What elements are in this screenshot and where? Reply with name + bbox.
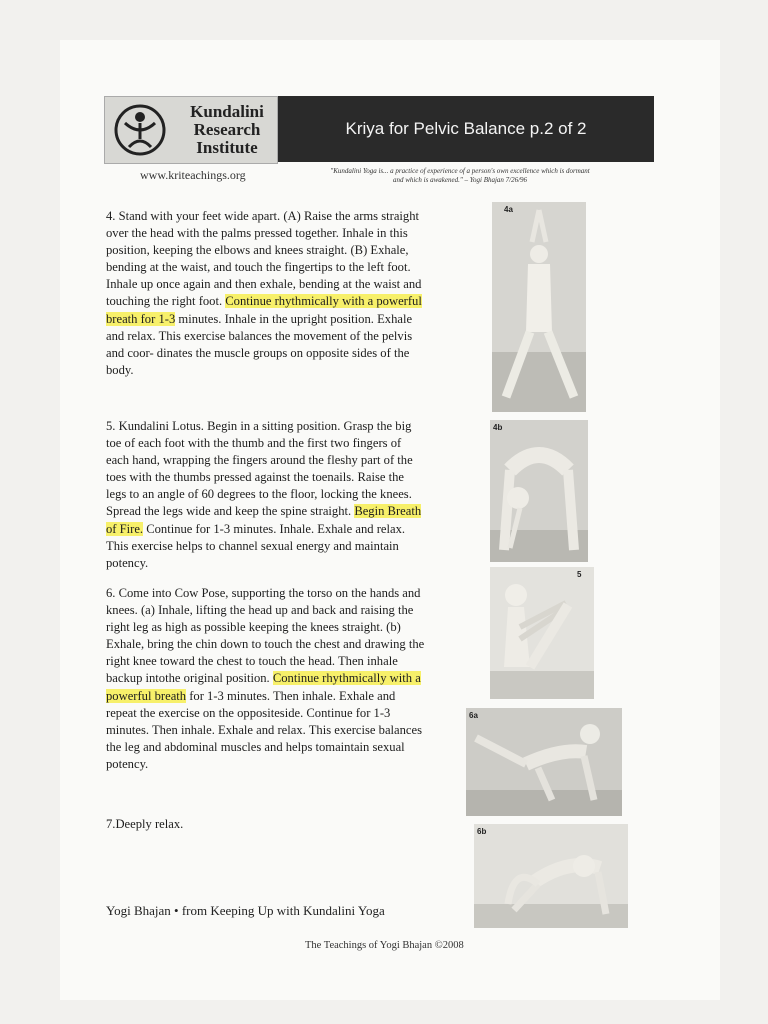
website-url: www.kriteachings.org — [140, 168, 246, 182]
logo-line-1: Kundalini — [190, 102, 264, 121]
step-4-text: 4. Stand with your feet wide apart. (A) Raise the arms straight over the head with the palms pressed together. Inhale in this position, keeping the elbows and knees straight. (B) Exhale, bending at the waist, and touch the fingertips to the left foot. Inhale up once again and then exhale, bending at the waist and touching the right foot. — [106, 209, 422, 309]
step-5 — [106, 418, 426, 572]
kri-emblem-icon — [113, 103, 167, 157]
step-5-text-end: Continue for 1-3 minutes. Inhale. Exhale and relax. This exercise helps to channel sexual energy and maintain potency. — [106, 521, 406, 570]
copyright-notice: The Teachings of Yogi Bhajan ©2008 — [305, 940, 464, 951]
step-6-highlight: Continue rhythmically with a powerful breath — [106, 671, 421, 703]
step-7 — [106, 816, 426, 833]
step-6 — [106, 585, 426, 773]
yogi-bhajan-quote: "Kundalini Yoga is... a practice of experience of a person's own excellence which is dormant and which is awakened." – Yogi Bhajan 7/26/96 — [330, 167, 590, 184]
kri-logo-text — [177, 103, 277, 157]
logo-line-2: Research — [193, 120, 261, 139]
photo-label-4b: 4b — [493, 423, 503, 432]
logo-line-3: Institute — [196, 138, 258, 157]
photo-5 — [490, 567, 594, 699]
step-7-text: 7.Deeply relax. — [106, 817, 184, 831]
photo-label-5: 5 — [577, 570, 582, 579]
photo-label-6a: 6a — [469, 711, 478, 720]
step-6-text-end: for 1-3 minutes. Then inhale. Exhale and repeat the exercise on the oppositeside. Continue for 1-3 minutes. Then inhale. Exhale and relax. This exercise balances the leg and abdominal muscles and helps tomaintain sexual potency. — [106, 688, 423, 771]
step-4 — [106, 208, 426, 379]
photo-label-6b: 6b — [477, 827, 487, 836]
photo-4b — [490, 420, 588, 562]
step-6-text: 6. Come into Cow Pose, supporting the torso on the hands and knees. (a) Inhale, lifting the head up and back and raising the right leg as high as possible keeping the knees straight. (b) Exhale, bring the chin down to touch the chest and drawing the right knee toward the chest to touch the head. Then inhale backup intothe original position. — [106, 586, 425, 686]
photo-6a — [466, 708, 622, 816]
photo-6b — [474, 824, 628, 928]
step-5-highlight: Begin Breath of Fire. — [106, 504, 422, 536]
page-title: Kriya for Pelvic Balance p.2 of 2 — [278, 96, 654, 162]
photo-4a — [492, 202, 586, 412]
step-5-text: 5. Kundalini Lotus. Begin in a sitting position. Grasp the big toe of each foot with the thumb and the first two fingers of each hand, wrapping the fingers around the fleshy part of the toes with the thumbs pressed against the toenails. Raise the legs to an angle of 60 degrees to the floor, locking the knees. Spread the legs wide and keep the spine straight. — [106, 419, 413, 519]
kri-logo — [104, 96, 278, 164]
photo-label-4a: 4a — [504, 205, 513, 214]
step-4-text-end: minutes. Inhale in the upright position. Exhale and relax. This exercise balances the movement of the pelvis and coor- dinates the muscle groups on opposite sides of the body. — [106, 311, 413, 377]
source-credit: Yogi Bhajan • from Keeping Up with Kundalini Yoga — [106, 903, 385, 918]
step-4-highlight: Continue rhythmically with a powerful breath for 1-3 — [106, 294, 422, 326]
